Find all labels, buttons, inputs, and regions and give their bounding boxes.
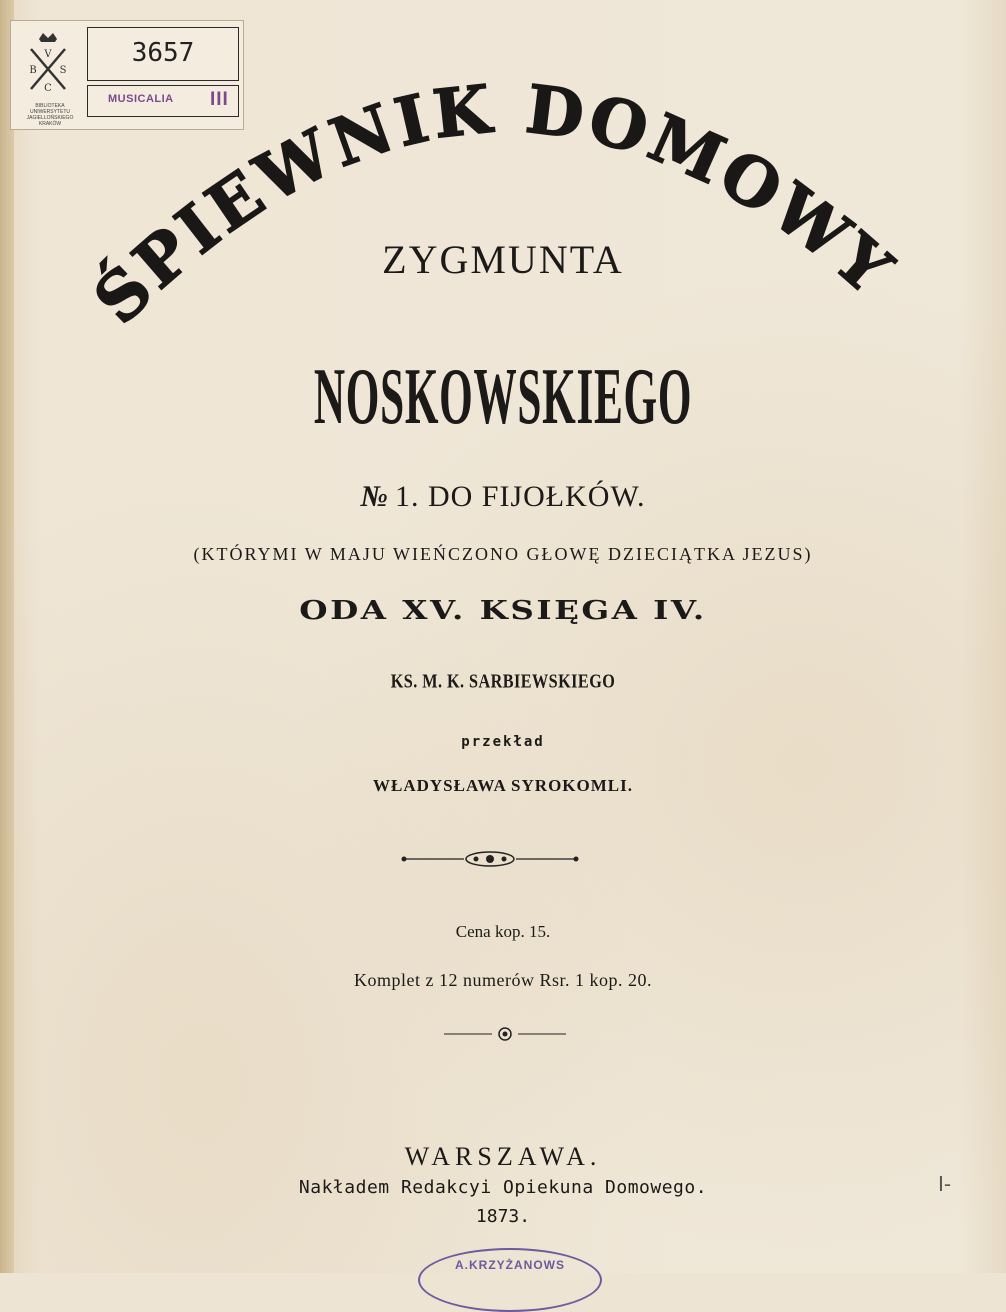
translator-name: WŁADYSŁAWA SYROKOMLI. <box>373 776 633 795</box>
price-set: Komplet z 12 numerów Rsr. 1 kop. 20. <box>354 970 652 990</box>
poet-name: KS. M. K. SARBIEWSKIEGO <box>390 670 616 692</box>
imprint-year: 1873. <box>475 1206 531 1227</box>
work-title: 1. DO FIJOŁKÓW. <box>394 480 646 513</box>
shelf-number: 3657 <box>131 38 195 68</box>
arched-title-text <box>79 70 909 339</box>
margin-mark: I- <box>938 1172 952 1196</box>
ode-reference: ODA XV. KSIĘGA IV. <box>299 596 707 626</box>
emblem-letter-bottom: C <box>44 83 52 94</box>
work-number <box>0 480 1006 514</box>
library-name: BIBLIOTEKA UNIWERSYTETU JAGIELLOŃSKIEGO KRAKÓW <box>26 103 74 127</box>
emblem-letter-top: V <box>44 49 52 60</box>
ownership-stamp <box>418 1248 602 1312</box>
emblem-letter-right: S <box>59 65 67 76</box>
emblem-letter-left: B <box>29 65 37 76</box>
work-subtitle: (KTÓRYMI W MAJU WIEŃCZONO GŁOWĘ DZIECIĄTKA JEZUS) <box>193 544 813 564</box>
composer-last-name: NOSKOWSKIEGO <box>313 351 693 441</box>
imprint-city: WARSZAWA. <box>404 1142 602 1171</box>
number-sign: № <box>360 480 389 513</box>
collection-name: MUSICALIA <box>108 93 174 105</box>
arched-title <box>0 0 1006 400</box>
ornament-divider-icon <box>400 848 580 870</box>
arched-title-path: ŚPIEWNIK DOMOWY <box>78 69 910 339</box>
composer-first-name: ZYGMUNTA <box>382 237 624 282</box>
imprint-publisher: Nakładem Redakcyi Opiekuna Domowego. <box>298 1177 708 1198</box>
translation-word: przekład <box>461 734 545 750</box>
price-single: Cena kop. 15. <box>455 922 551 941</box>
collection-mark: III <box>210 89 229 110</box>
small-ornament-icon <box>440 1024 570 1044</box>
stamp-text: A.KRZYŻANOWS <box>455 1258 565 1272</box>
